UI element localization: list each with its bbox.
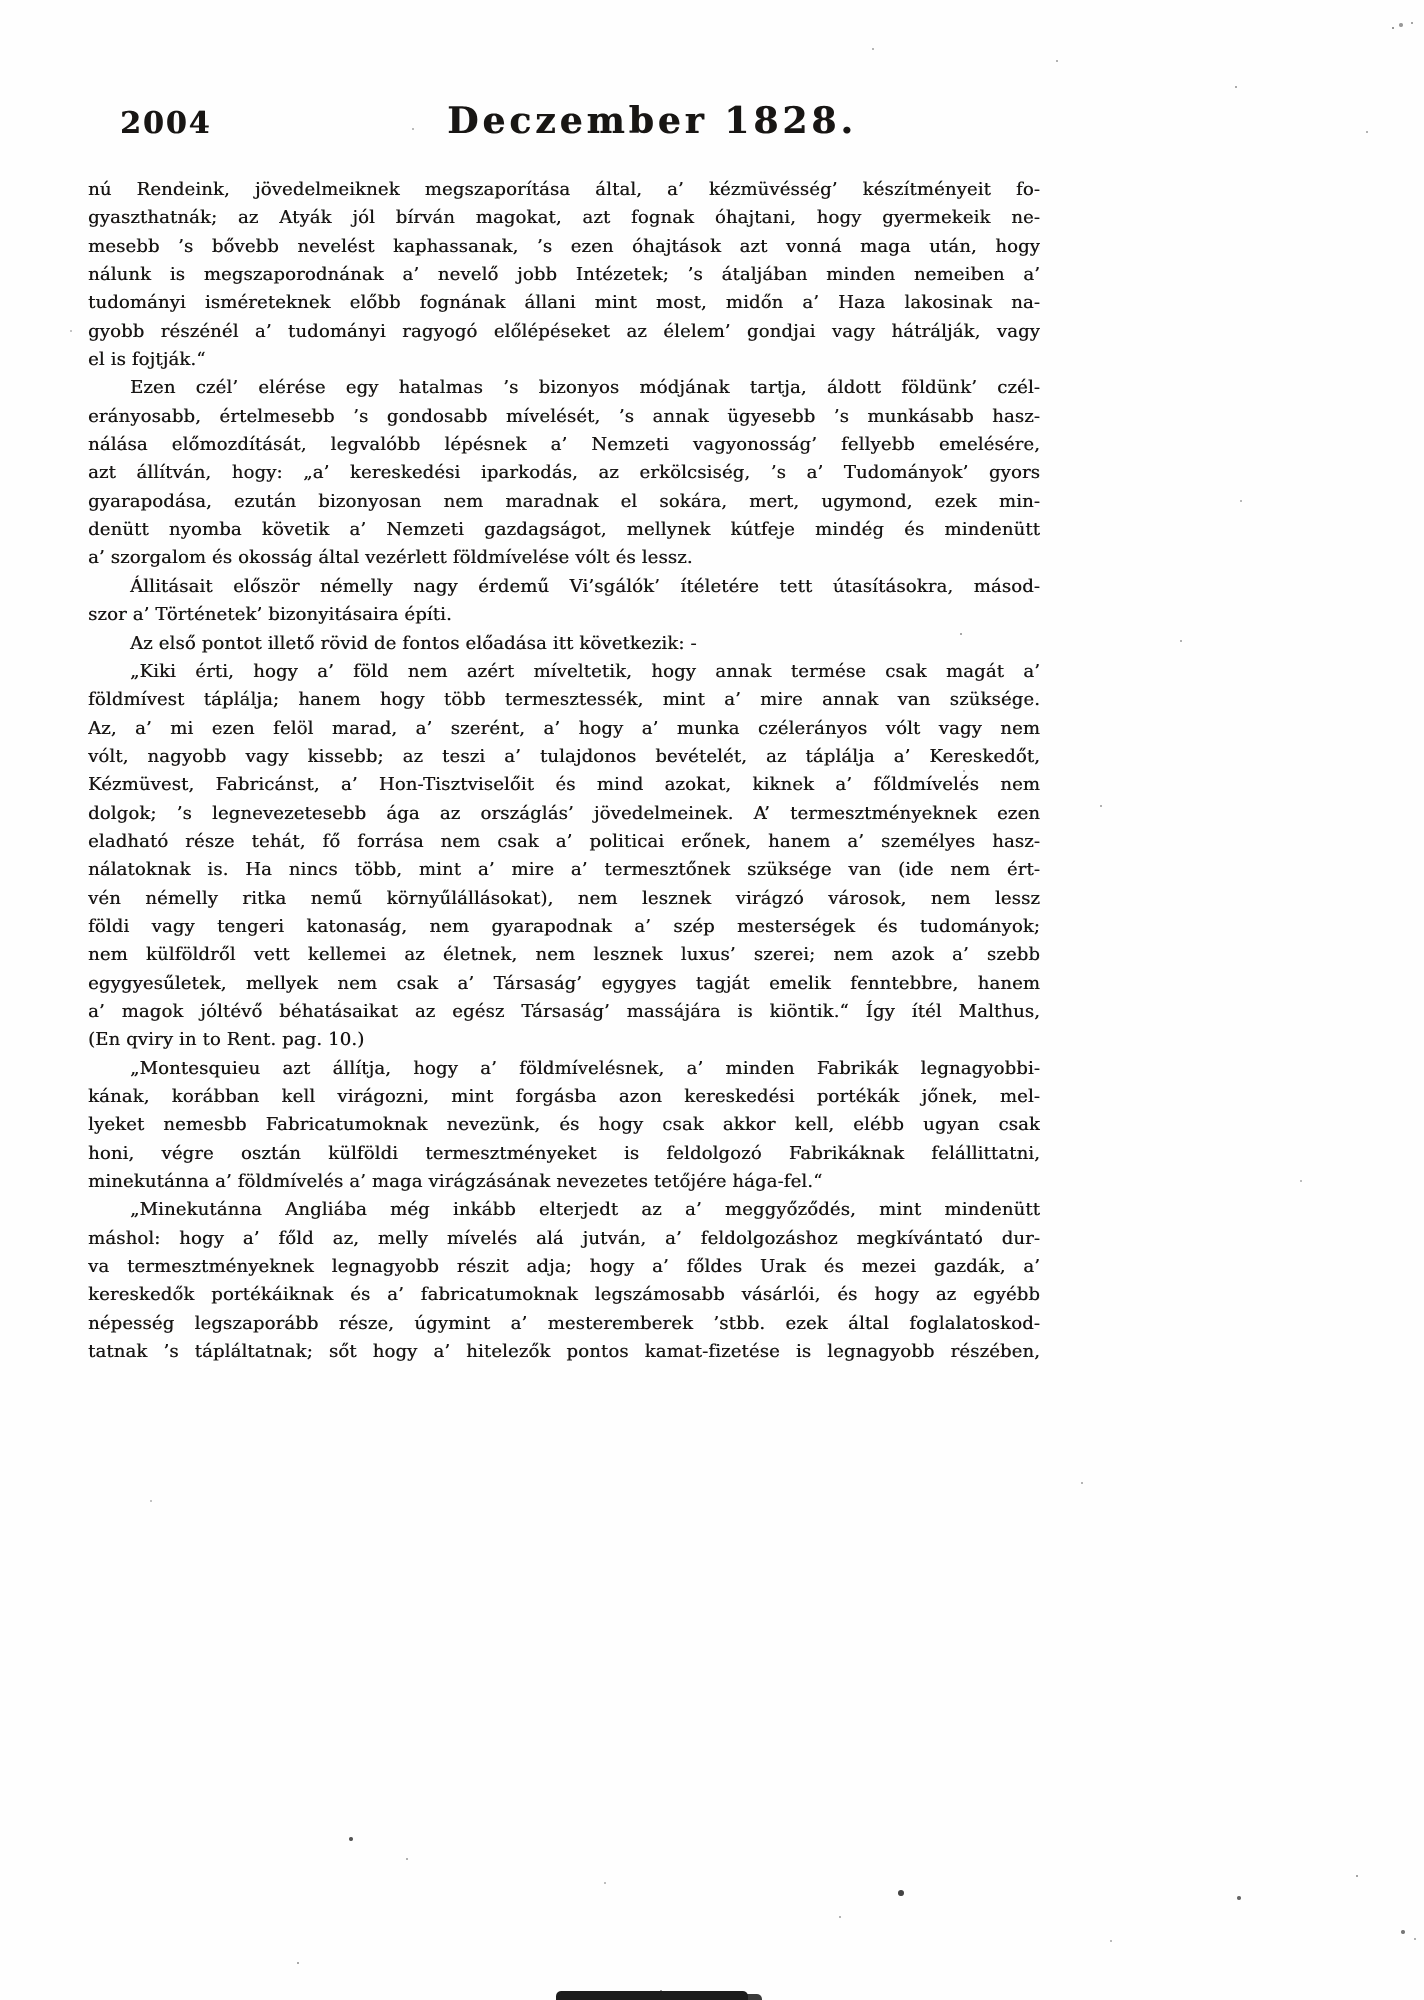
text-line: szor a’ Történetek’ bizonyitásaira építi. xyxy=(88,604,452,626)
paragraph xyxy=(88,1055,1040,1197)
scan-bottom-smudge xyxy=(556,1991,748,2000)
text-line: honi, végre osztán külföldi termesztményeket is feldolgozó Fabrikáknak felállittatni, xyxy=(88,1142,1040,1164)
text-line: eladható része tehát, fő forrása nem csak a’ politicai erőnek, hanem a’ személyes hasz- xyxy=(88,830,1040,852)
paragraph xyxy=(88,630,1040,658)
text-line: Ezen czél’ elérése egy hatalmas ’s bizonyos módjának tartja, áldott földünk’ czél- xyxy=(130,377,1040,399)
text-line: nálása előmozdítását, legvalóbb lépésnek a’ Nemzeti vagyonosság’ fellyebb emelésére, xyxy=(88,434,1040,456)
text-line: gyobb részénél a’ tudományi ragyogó előlépéseket az élelem’ gondjai vagy hátrálják, vagy xyxy=(88,320,1040,342)
text-line: Az, a’ mi ezen felöl marad, a’ szerént, a’ hogy a’ munka czélerányos vólt vagy nem xyxy=(88,717,1040,739)
text-line: egygyesűletek, mellyek nem csak a’ Társaság’ egygyes tagját emelik fenntebbre, hanem xyxy=(88,972,1040,994)
text-line: földmívest táplálja; hanem hogy több termesztessék, mint a’ mire annak van szüksége. xyxy=(88,689,1040,711)
page-title: Deczember 1828. xyxy=(447,100,857,142)
text-line: „Montesquieu azt állítja, hogy a’ földmívelésnek, a’ minden Fabrikák legnagyobbi- xyxy=(130,1057,1040,1079)
text-line: a’ magok jóltévő béhatásaikat az egész Társaság’ massájára is kiöntik.“ Így ítél Malthus, xyxy=(88,1000,1040,1022)
text-line: gyarapodása, ezután bizonyosan nem maradnak el sokára, mert, ugymond, ezek min- xyxy=(88,490,1040,512)
text-line: lyeket nemesbb Fabricatumoknak nevezünk, és hogy csak akkor kell, elébb ugyan csak xyxy=(88,1114,1040,1136)
text-line: mesebb ’s bővebb nevelést kaphassanak, ’s ezen óhajtások azt vonná maga után, hogy xyxy=(88,235,1040,257)
scan-noise-speckles xyxy=(0,0,2,2)
text-line: tatnak ’s tápláltatnak; sőt hogy a’ hitelezők pontos kamat-fizetése is legnagyobb részében, xyxy=(88,1341,1040,1363)
text-line: erányosabb, értelmesebb ’s gondosabb mívelését, ’s annak ügyesebb ’s munkásabb hasz- xyxy=(88,405,1040,427)
text-line: „Minekutánna Angliába még inkább elterjedt az a’ meggyőződés, mint mindenütt xyxy=(130,1199,1040,1221)
text-line: kának, korábban kell virágozni, mint forgásba azon kereskedési portékák jőnek, mel- xyxy=(88,1086,1040,1107)
paragraph xyxy=(88,658,1040,1055)
text-line: kereskedők portékáiknak és a’ fabricatumoknak legszámosabb vásárlói, és hogy az egyébb xyxy=(88,1284,1040,1306)
text-line: népesség legszaporább része, úgymint a’ mesteremberek ’stbb. ezek által foglalatoskod- xyxy=(88,1312,1040,1334)
paragraph xyxy=(88,176,1040,374)
text-line: nú Rendeink, jövedelmeiknek megszaporítása által, a’ kézmüvésség’ készítményeit fo- xyxy=(88,179,1040,200)
text-line: vólt, nagyobb vagy kissebb; az teszi a’ tulajdonos bevételét, az táplálja a’ Kereskedőt, xyxy=(88,745,1040,767)
text-line: denütt nyomba követik a’ Nemzeti gazdagságot, mellynek kútfeje mindég és mindenütt xyxy=(88,519,1040,541)
text-line: el is fojtják.“ xyxy=(88,349,206,371)
text-line: a’ szorgalom és okosság által vezérlett földmívelése vólt és lessz. xyxy=(88,547,693,569)
text-line: máshol: hogy a’ főld az, melly mívelés alá jutván, a’ feldolgozáshoz megkívántató dur- xyxy=(88,1227,1040,1249)
text-line: vén némelly ritka nemű környűlállásokat), nem lesznek virágzó városok, nem lessz xyxy=(88,887,1040,909)
paragraph xyxy=(88,573,1040,630)
text-line: dolgok; ’s legnevezetesebb ága az országlás’ jövedelmeinek. A’ termesztményeknek ezen xyxy=(88,802,1040,824)
text-line: gyaszthatnák; az Atyák jól bírván magokat, azt fognak óhajtani, hogy gyermekeik ne- xyxy=(88,207,1040,229)
text-body xyxy=(88,176,1040,1366)
text-line: minekutánna a’ földmívelés a’ maga virágzásának nevezetes tetőjére hága-fel.“ xyxy=(88,1171,823,1193)
text-line: va termesztményeknek legnagyobb részit adja; hogy a’ főldes Urak és mezei gazdák, a’ xyxy=(88,1256,1040,1278)
text-line: Az első pontot illető rövid de fontos előadása itt következik: - xyxy=(130,632,697,654)
text-line: földi vagy tengeri katonaság, nem gyarapodnak a’ szép mesterségek és tudományok; xyxy=(88,915,1040,937)
text-line: azt állítván, hogy: „a’ kereskedési iparkodás, az erkölcsiség, ’s a’ Tudományok’ gyors xyxy=(88,462,1040,484)
text-line: Állitásait először némelly nagy érdemű Vi’sgálók’ ítéletére tett útasításokra, másod- xyxy=(130,575,1040,597)
text-line: nem külföldről vett kellemei az életnek, nem lesznek luxus’ szerei; nem azok a’ szebb xyxy=(88,944,1040,966)
paragraph xyxy=(88,1196,1040,1366)
text-line: nálatoknak is. Ha nincs több, mint a’ mire a’ termesztőnek szüksége van (ide nem ért- xyxy=(88,859,1040,881)
text-line: tudományi isméreteknek előbb fognának állani mint most, midőn a’ Haza lakosinak na- xyxy=(88,292,1040,314)
text-line: nálunk is megszaporodnának a’ nevelő jobb Intézetek; ’s átaljában minden nemeiben a’ xyxy=(88,264,1040,286)
paragraph xyxy=(88,374,1040,572)
text-line: „Kiki érti, hogy a’ föld nem azért míveltetik, hogy annak termése csak magát a’ xyxy=(130,660,1040,682)
text-line: (En qviry in to Rent. pag. 10.) xyxy=(88,1029,365,1051)
text-line: Kézmüvest, Fabricánst, a’ Hon-Tisztviselőit és mind azokat, kiknek a’ főldmívelés nem xyxy=(88,774,1040,796)
page-number: 2004 xyxy=(120,106,212,141)
